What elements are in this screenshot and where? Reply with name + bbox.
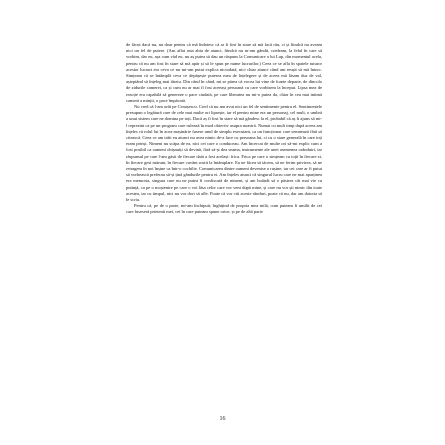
paragraph: Nu cred că l-am urât pe Ceaușescu. Cred că nu am avut nici un fel de sentimente pentru el. Sentimentele presupun o legătură care de cele mai multe ori lipsește, iar el pentru mine era un personaj, cel mult, o umbră a unui sistem care ne domina pe toți. Dacă aș fi fost în stare să mă gândesc la el, probabil că aș fi ajuns să mi-l reprezint ca pe un program care rulează în mod obiectiv asupra noastră. Numai cu mult timp după aceea am înțeles că rolul lui în acea mașinărie fusese unul de simplu executant, ca un funcționar care semnează fără să citească. Ceea ce am trăit eu atunci nu avea nimic de-a face cu persoana lui, ci cu o stare generală în care toți eram prinși. Nimeni nu scăpa de ea, nici cei care o conduceau. Am încercat de multe ori să-mi explic cum a fost posibil ca oameni obișnuiți să devină, fără să-și dea seama, instrumente ale unei asemenea orânduiri, iar răspunsul pe care l-am găsit de fiecare dată a fost același: frica. Frica pe care o simțeam cu toții în fiecare zi, în fiecare gest mărunt, în fiecare cuvânt rostit la întâmplare. Ea ne făcea să tăcem, să ne ferim privirea, să ne retragem în noi înșine ca într-o cochilie. Comunicarea dintre oameni devenise o rușine, iar cei care ar fi putut să vorbească preferau să-și țină gândurile pentru ei. Am înțeles atunci că singurul lucru care ne mai aparținea era memoria, singura care nu ne putea fi confiscată de nimeni, și am hotărât să o păstrez cât mai vie cu putință, ca pe o moștenire pe care o voi lăsa celor care vor veni după mine, și care nu vor ști nimic din toate acestea, iar cu timpul, nici nu vor dori să afle. Poate că vor citi aceste rânduri, poate că nu, dar am datoria să le scriu. [126, 104, 322, 203]
body-text [126, 42, 322, 216]
page-number: 16 [219, 416, 226, 422]
paragraph: de făcut dacă nu, nu doar pentru că mă îndoiesc că ar fi fost în stare să mă facă rău, ci și fiindcă nu aveam nici un fel de putere. (Am aflat asta abia de atunci, fiindcă nu m-am gândit, credeam, la felul în care să vorbim, dar eu, așa cum văd eu, nu aș putea să dau un răspuns la Comunicare a lui Lup, din momentul acela, pentru că nu am fost în stare să mă apăr și să le spun pe nume lucrurilor.) Ceea ce se afla în spatele tuturor acestor lucruri era ceva ce nu mi-am putut explica niciodată, nici chiar atunci când am reușit să mă întorc. Simțeam că se întâmplă ceva ce depășește puterea mea de înțelegere și de aceea mă lăsam dus de val, așteptând să înțeleg mai târziu. Din când în când, mi se părea că vocea lui vine de foarte departe, de dincolo de zidurile camerei, ca și cum nu ar mai fi fost aceeași persoană cu care vorbisem la început. Lipsa mea de reacție era capabilă să genereze o pace ciudată, pe care liberatea nu mi-o putea da, chiar în cea mai intimă cameră a minții, o pace împăcată. [126, 42, 322, 103]
paragraph: Pentru că, pe de o parte, mi-am închipuit, înghițind de propria mea milă, cum puteam fi umilit de cei care fuseseră prietenii mei, cei în care puteam spune orice, și pe de altă parte [126, 203, 322, 215]
